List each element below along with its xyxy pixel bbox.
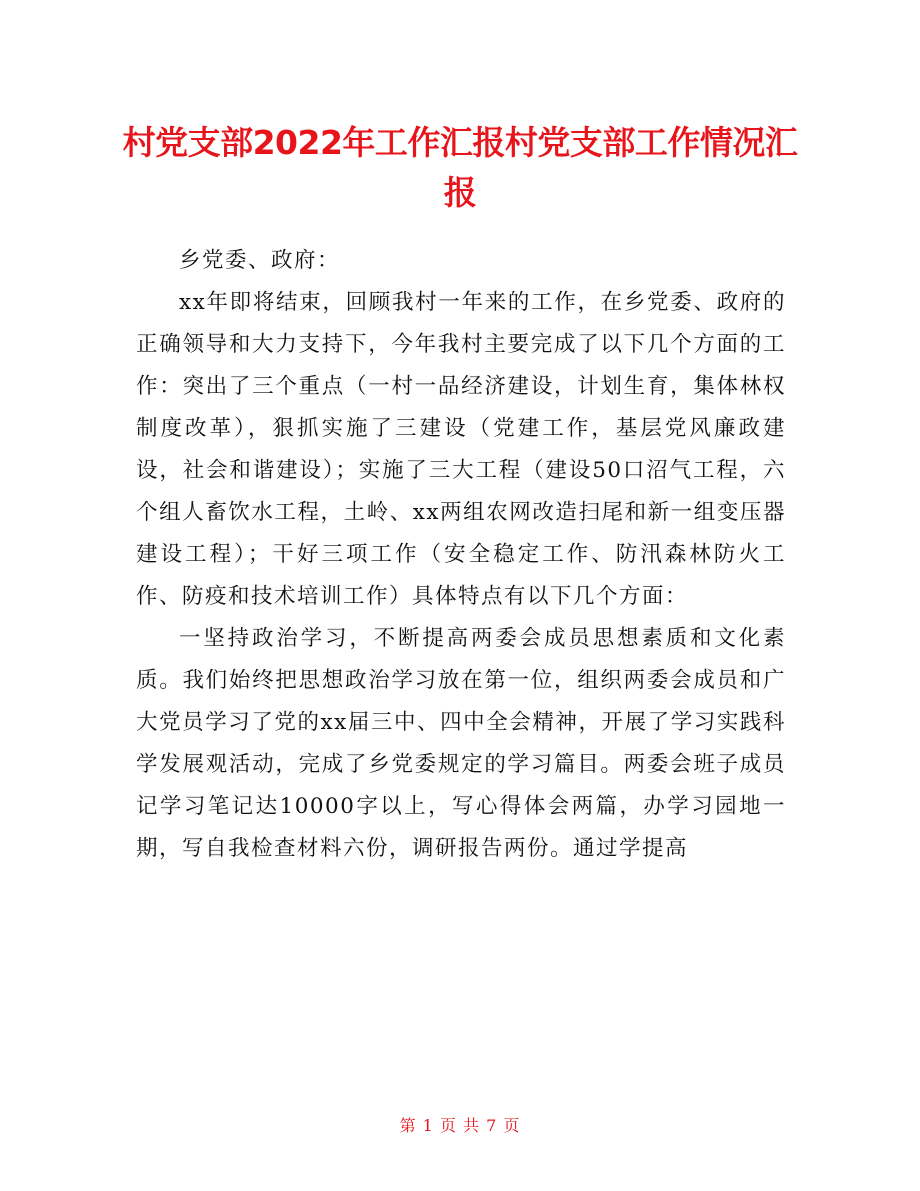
page-footer: 第 1 页 共 7 页 [399,1116,521,1135]
paragraph-1: xx年即将结束，回顾我村一年来的工作，在乡党委、政府的正确领导和大力支持下，今年我村主要完成了以下几个方面的工作：突出了三个重点（一村一品经济建设，计划生育，集体林权制度改革），狠抓实施了三建设（党建工作，基层党风廉政建设，社会和谐建设）；实施了三大工程（建设50口沼气工程，六个组人畜饮水工程，土岭、xx两组农网改造扫尾和新一组变压器建设工程）；干好三项工作（安全稳定工作、防汛森林防火工作、防疫和技术培训工作）具体特点有以下几个方面： [136,290,786,609]
salutation: 乡党委、政府： [179,248,341,273]
document-title: 村党支部2022年工作汇报村党支部工作情况汇报 [122,123,798,212]
document-body [136,240,786,870]
paragraph-2: 一坚持政治学习，不断提高两委会成员思想素质和文化素质。我们始终把思想政治学习放在第一位，组织两委会成员和广大党员学习了党的xx届三中、四中全会精神，开展了学习实践科学发展观活动，完成了乡党委规定的学习篇目。两委会班子成员记学习笔记达10000字以上，写心得体会两篇，办学习园地一期，写自我检查材料六份，调研报告两份。通过学提高 [136,626,786,861]
